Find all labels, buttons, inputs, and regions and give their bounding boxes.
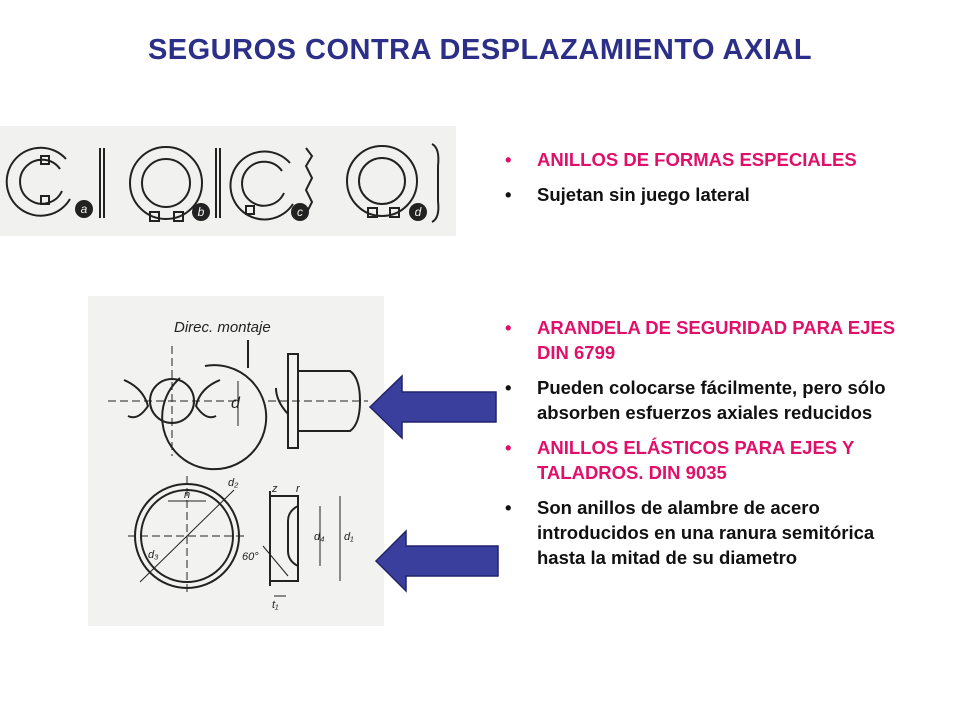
dim-d1-label: d₁ [344,531,354,543]
arrow-left-icon [374,529,502,593]
arrow-left-icon [368,374,500,440]
bullet-glyph: • [505,497,512,518]
bullet-text: ANILLOS DE FORMAS ESPECIALES [537,149,857,170]
dim-r-label: r [296,483,300,495]
bullet-list-top [505,147,925,217]
dim-n-label: n [184,489,191,501]
ring-label-a: a [80,202,88,216]
ring-label-d: d [414,205,422,219]
arrow-left-shape [370,376,496,438]
bullet-glyph: • [505,317,512,338]
dim-d2-label: d₂ [228,477,239,489]
bullet-item [505,375,897,425]
bullet-list-bottom [505,315,925,580]
bullet-glyph: • [505,377,512,398]
bullet-item [505,315,925,365]
bullet-text: Son anillos de alambre de acero introducidos en una ranura semitórica hasta la mitad de su diametro [537,497,875,568]
bullet-text: ANILLOS ELÁSTICOS PARA EJES Y TALADROS. DIN 9035 [537,437,854,483]
bullet-text: Pueden colocarse fácilmente, pero sólo absorben esfuerzos axiales reducidos [537,377,886,423]
dim-d-label: d [231,395,240,412]
special-rings-figure [0,126,456,236]
bullet-glyph: • [505,437,512,458]
arrow-left-shape [376,531,498,591]
dim-t1-label: t₁ [272,599,279,611]
slide-title: SEGUROS CONTRA DESPLAZAMIENTO AXIAL [147,34,813,66]
bullet-text: Sujetan sin juego lateral [537,184,750,205]
bullet-item [505,495,877,570]
dim-d3-label: d₃ [148,549,159,561]
dim-d4-label: d₄ [314,531,325,543]
bullet-item [505,147,925,172]
bullet-glyph: • [505,184,512,205]
bullet-item [505,182,925,207]
ring-label-c: c [297,205,303,219]
bullet-text: ARANDELA DE SEGURIDAD PARA EJES DIN 6799 [537,317,896,363]
bullet-glyph: • [505,149,512,170]
technical-drawing-figure [88,296,384,626]
direction-label: Direc. montaje [174,319,271,336]
dim-z-label: z [272,483,278,495]
bullet-item [505,435,925,485]
ring-label-b: b [197,205,205,219]
angle-label: 60° [242,551,259,563]
